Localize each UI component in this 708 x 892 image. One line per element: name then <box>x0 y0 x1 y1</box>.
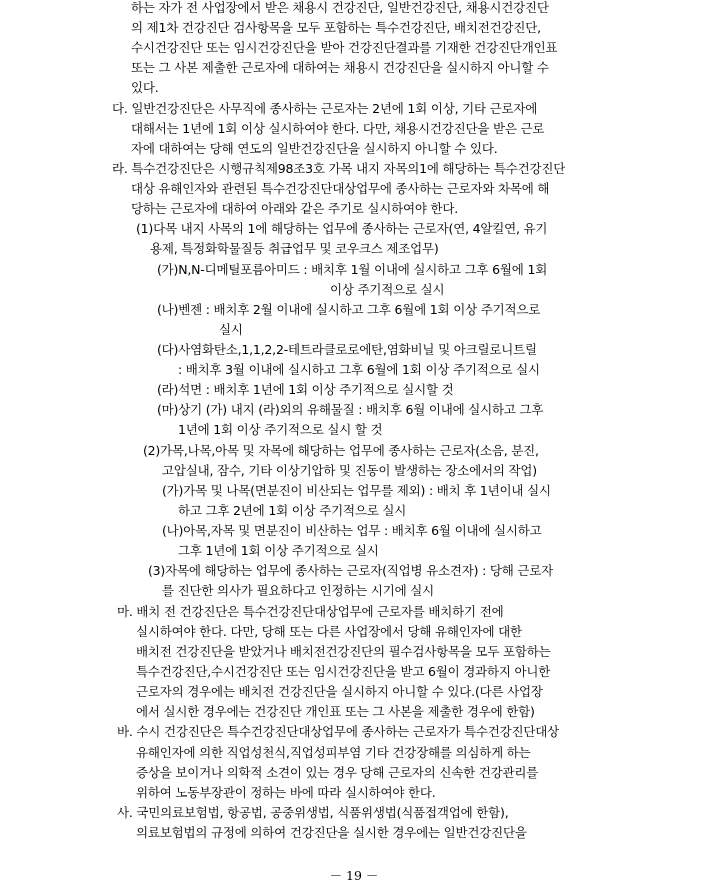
text-line: 위하여 노동부장관이 정하는 바에 따라 실시하여야 한다. <box>136 785 436 800</box>
text-line: 특수건강진단,수시건강진단 또는 임시건강진단을 받고 6월이 경과하지 아니한 <box>136 664 551 679</box>
item-2: (2)가목,나목,아목 및 자목에 해당하는 업무에 종사하는 근로자(소음, 분진, <box>143 443 539 458</box>
text-line: 실시하여야 한다. 다만, 당해 또는 다른 사업장에서 당해 유해인자에 대한 <box>136 624 522 639</box>
section-sa: 사. 국민의료보험법, 항공법, 공중위생법, 식품위생법(식품접객업에 한함), <box>117 805 509 820</box>
text-line: 용제, 특정화학물질등 취급업무 및 코우크스 제조업무) <box>150 241 439 256</box>
text-line: 그후 1년에 1회 이상 주기적으로 실시 <box>178 543 379 558</box>
text-line: 있다. <box>131 80 159 95</box>
text-line: 당하는 근로자에 대하여 아래와 같은 주기로 실시하여야 한다. <box>131 201 459 216</box>
section-ra: 라. 특수건강진단은 시행규칙제98조3호 가목 내지 자목의1에 해당하는 특수건강진단 <box>112 161 566 176</box>
subitem-ma: (마)상기 (가) 내지 (라)외의 유해물질 : 배치후 6월 이내에 실시하고 그후 <box>157 402 544 417</box>
text-line: 유해인자에 의한 직업성천식,직업성피부염 기타 건강장해를 의심하게 하는 <box>136 745 531 760</box>
text-line: 고압실내, 잠수, 기타 이상기압하 및 진동이 발생하는 장소에서의 작업) <box>162 463 537 478</box>
subitem-ga: (가)가목 및 나목(면분진이 비산되는 업무를 제외) : 배치 후 1년이내 실시 <box>162 483 551 498</box>
text-line: 또는 그 사본 제출한 근로자에 대하여는 채용시 건강진단을 실시하지 아니할 수 <box>131 60 549 75</box>
subitem-da: (다)사염화탄소,1,1,2,2-테트라클로로에탄,염화비닐 및 아크릴로니트릴 <box>157 342 537 357</box>
text-line: 자에 대하여는 당해 연도의 일반건강진단을 실시하지 아니할 수 있다. <box>131 141 498 156</box>
text-line: 배치전 건강진단을 받았거나 배치전건강진단의 필수검사항목을 모두 포함하는 <box>136 644 551 659</box>
section-ma: 마. 배치 전 건강진단은 특수건강진단대상업무에 근로자를 배치하기 전에 <box>117 604 504 619</box>
item-3: (3)자목에 해당하는 업무에 종사하는 근로자(직업병 유소견자) : 당해 근로자 <box>148 563 554 578</box>
text-line: 실시 <box>219 322 243 337</box>
text-line: 에서 실시한 경우에는 건강진단 개인표 또는 그 사본을 제출한 경우에 한함) <box>136 704 535 719</box>
subitem-na: (나)아목,자목 및 면분진이 비산하는 업무 : 배치후 6월 이내에 실시하고 <box>162 523 542 538</box>
text-line: 하고 그후 2년에 1회 이상 주기적으로 실시 <box>178 503 407 518</box>
section-da: 다. 일반건강진단은 사무직에 종사하는 근로자는 2년에 1회 이상, 기타 근로자에 <box>112 101 538 116</box>
text-line: : 배치후 3월 이내에 실시하고 그후 6월에 1회 이상 주기적으로 실시 <box>178 362 540 377</box>
text-line: 1년에 1회 이상 주기적으로 실시 할 것 <box>178 422 383 437</box>
text-line: 대해서는 1년에 1회 이상 실시하여야 한다. 다만, 채용시건강진단을 받은 근로 <box>131 121 545 136</box>
section-ba: 바. 수시 건강진단은 특수건강진단대상업무에 종사하는 근로자가 특수건강진단대상 <box>117 724 560 739</box>
item-1: (1)다목 내지 사목의 1에 해당하는 업무에 종사하는 근로자(연, 4알킬연, 유기 <box>136 221 548 236</box>
page-number: － 19 － <box>329 868 379 883</box>
text-line: 의 제1차 건강진단 검사항목을 모두 포함하는 특수건강진단, 배치전건강진단, <box>131 20 541 35</box>
text-line: 증상을 보이거나 의학적 소견이 있는 경우 당해 근로자의 신속한 건강관리를 <box>136 765 539 780</box>
text-line: 를 진단한 의사가 필요하다고 인정하는 시기에 실시 <box>162 583 435 598</box>
text-line: 의료보험법의 규정에 의하여 건강진단을 실시한 경우에는 일반건강진단을 <box>136 825 527 840</box>
text-line: 대상 유해인자와 관련된 특수건강진단대상업무에 종사하는 근로자와 차목에 해 <box>131 181 550 196</box>
subitem-ra: (라)석면 : 배치후 1년에 1회 이상 주기적으로 실시할 것 <box>157 382 454 397</box>
text-line: 이상 주기적으로 실시 <box>330 282 445 297</box>
text-line: 하는 자가 전 사업장에서 받은 채용시 건강진단, 일반건강진단, 채용시건강진단 <box>131 0 549 15</box>
text-line: 근로자의 경우에는 배치전 건강진단을 실시하지 아니할 수 있다.(다른 사업장 <box>136 684 543 699</box>
subitem-ga: (가)N,N-디메틸포름아미드 : 배치후 1월 이내에 실시하고 그후 6월에 1회 <box>157 262 548 277</box>
text-line: 수시건강진단 또는 임시건강진단을 받아 건강진단결과를 기재한 건강진단개인표 <box>131 40 558 55</box>
subitem-na: (나)벤젠 : 배치후 2월 이내에 실시하고 그후 6월에 1회 이상 주기적으로 <box>157 302 541 317</box>
